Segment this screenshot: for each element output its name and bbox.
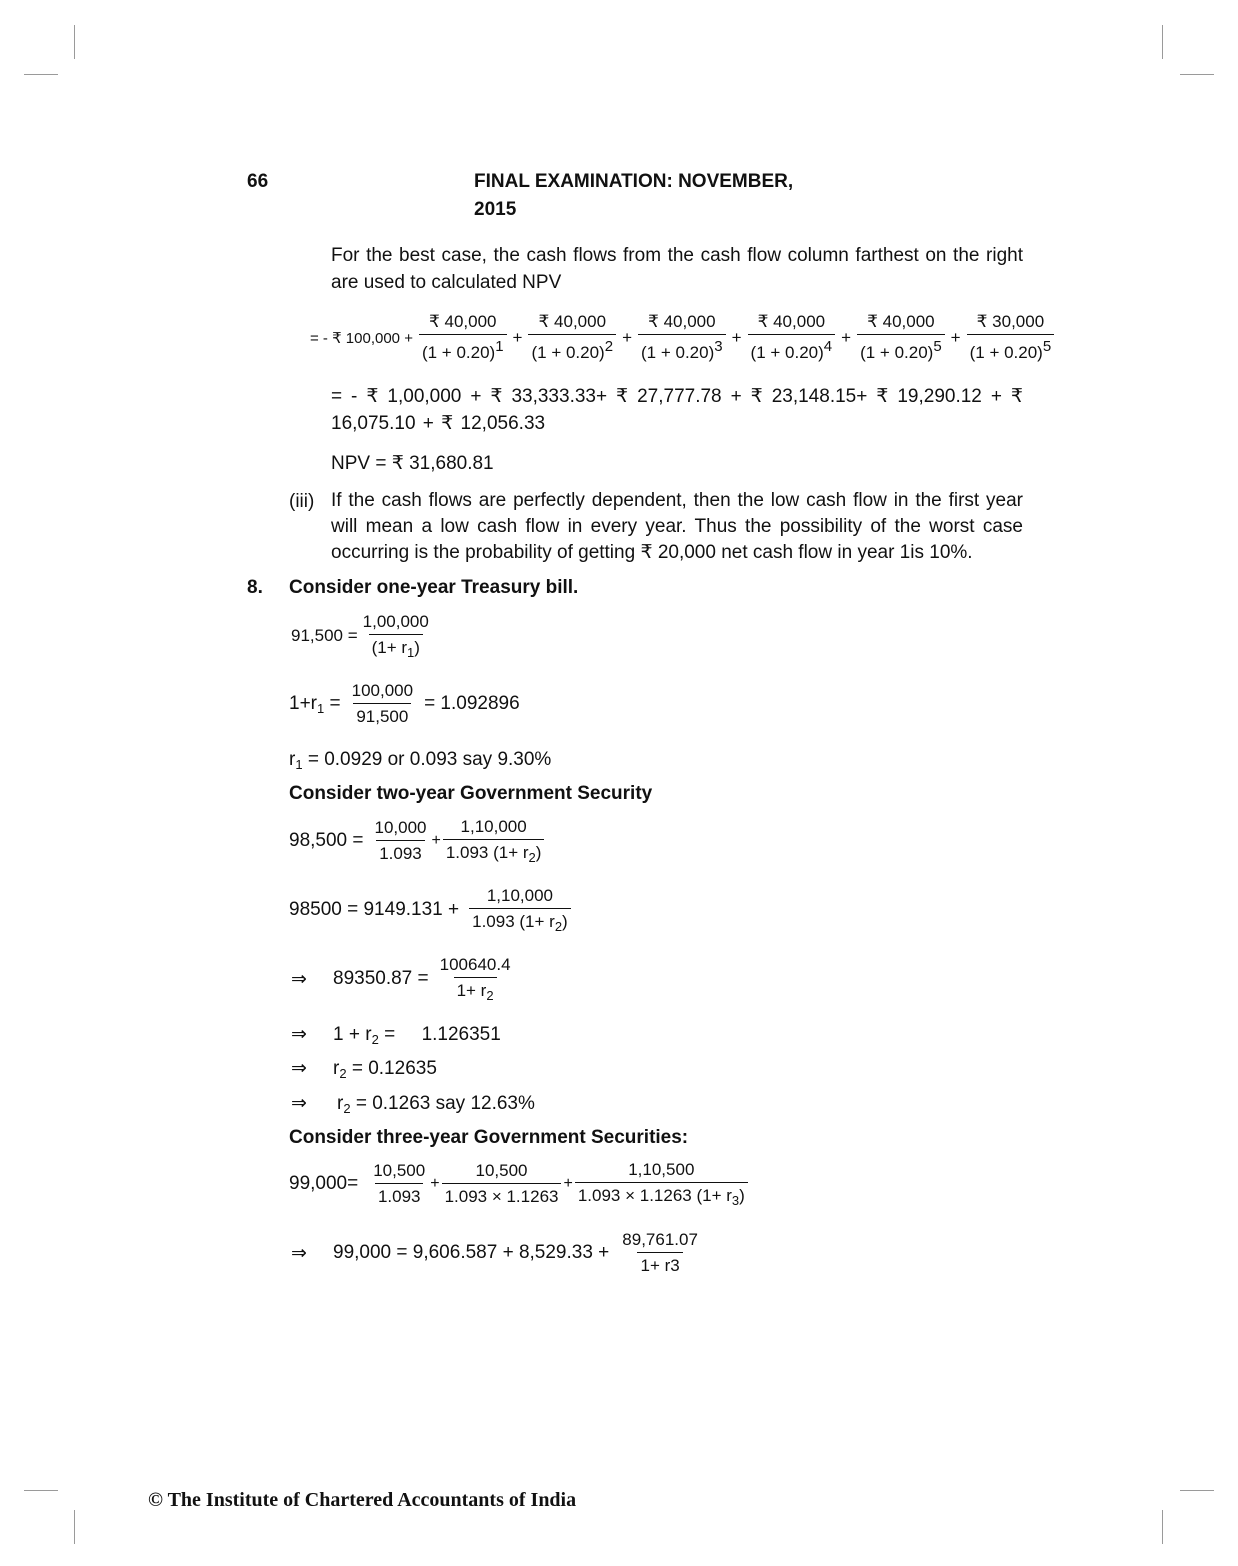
page-header-title: FINAL EXAMINATION: NOVEMBER, 2015 xyxy=(474,171,794,220)
crop-mark xyxy=(24,1490,58,1491)
npv-term: $\frac{₹ 30,000}{(1 + 0.20)5}$ xyxy=(967,312,1055,363)
two-year-heading: Consider two-year Government Security xyxy=(289,783,653,804)
implies-arrow: ⇒ xyxy=(291,968,307,990)
crop-mark xyxy=(1162,25,1163,59)
npv-term: $\frac{₹ 40,000}{(1 + 0.20)3}$ xyxy=(638,312,726,363)
npv-equation xyxy=(310,312,1052,363)
two-year-equation-1: 98,500 = $\frac{10,000}{1.093}$ + $\frac{1,10,000}{1.093 (1+ r_2)}$ xyxy=(289,817,546,865)
best-case-intro: For the best case, the cash flows from the cash flow column farthest on the right are used to calculated NPV xyxy=(331,245,1023,293)
page-number: 66 xyxy=(247,171,269,192)
plus-sign: + xyxy=(950,327,961,347)
npv-term: $\frac{₹ 40,000}{(1 + 0.20)1}$ xyxy=(419,312,507,363)
three-year-heading: Consider three-year Government Securities: xyxy=(289,1127,689,1148)
crop-mark xyxy=(24,74,58,75)
implies-arrow: ⇒ xyxy=(291,1093,307,1114)
three-year-equation-2: ⇒ 99,000 = 9,606.587 + 8,529.33 + $\frac{89,761.07}{1+ r3}$ xyxy=(291,1230,698,1275)
plus-sign: + xyxy=(622,327,633,347)
footer-copyright: © The Institute of Chartered Accountants of India xyxy=(148,1489,577,1511)
two-year-equation-5: ⇒ $r_2 = 0.12635$ xyxy=(291,1055,437,1088)
item-iii-label: (iii) xyxy=(289,491,315,512)
npv-result-line: = - ₹ 1,00,000 + ₹ 33,333.33+ ₹ 27,777.78 + ₹ 23,148.15+ ₹ 19,290.12 + ₹ 16,075.10 + ₹ 12,056.33 xyxy=(331,386,1023,434)
plus-sign: + xyxy=(431,832,441,849)
one-year-equation-2: $1+r_1$ = $\frac{100,000}{91,500}$ = 1.092896 xyxy=(289,681,520,726)
crop-mark xyxy=(1180,1490,1214,1491)
npv-term: $\frac{₹ 40,000}{(1 + 0.20)4}$ xyxy=(748,312,836,363)
one-year-rate: $r_1 = 0.0929$ or 0.093 say 9.30% xyxy=(289,749,552,772)
crop-mark xyxy=(74,25,75,59)
npv-value: NPV = ₹ 31,680.81 xyxy=(331,453,494,474)
npv-term: $\frac{₹ 40,000}{(1 + 0.20)5}$ xyxy=(857,312,945,363)
implies-arrow: ⇒ xyxy=(291,1024,307,1045)
three-year-equation-1: 99,000= $\frac{10,500}{1.093}$ + $\frac{10,500}{1.093 \times 1.1263}$ + $\frac{1,10,500}{1.093 \times 1.1263 (1+ r_3)}$ xyxy=(289,1160,750,1208)
crop-mark xyxy=(1180,74,1214,75)
plus-sign: + xyxy=(430,1175,440,1192)
plus-sign: + xyxy=(731,327,742,347)
implies-arrow: ⇒ xyxy=(291,1242,307,1264)
implies-arrow: ⇒ xyxy=(291,1058,307,1079)
crop-mark xyxy=(1162,1510,1163,1544)
question-heading: Consider one-year Treasury bill. xyxy=(289,577,579,598)
two-year-equation-2: 98500 = 9149.131 + $\frac{1,10,000}{1.093 (1+ r_2)}$ xyxy=(289,886,573,934)
item-iii-text: If the cash flows are perfectly dependent, then the low cash flow in the first year will mean a low cash flow in every year. Thus the possibility of the worst case occurring is the probability of getting ₹ 20,000 net cash flow in year 1is 10%. xyxy=(331,490,1023,563)
npv-equation-lead: = - ₹ 100,000 + xyxy=(310,329,413,347)
npv-term: $\frac{₹ 40,000}{(1 + 0.20)2}$ xyxy=(528,312,616,363)
plus-sign: + xyxy=(512,327,523,347)
two-year-equation-4: ⇒ $1 + r_2$ = 1.126351 xyxy=(291,1021,501,1054)
crop-mark xyxy=(74,1510,75,1544)
plus-sign: + xyxy=(563,1175,573,1192)
two-year-equation-3: ⇒ 89350.87 = $\frac{100640.4}{1+ r_2}$ xyxy=(291,955,511,1003)
question-number: 8. xyxy=(247,577,263,598)
plus-sign: + xyxy=(841,327,852,347)
one-year-equation-1: 91,500 = $\frac{1,00,000}{(1+ r_1)}$ xyxy=(291,612,429,660)
two-year-equation-6: ⇒ $r_2 = 0.1263$ say 12.63% xyxy=(291,1090,535,1123)
